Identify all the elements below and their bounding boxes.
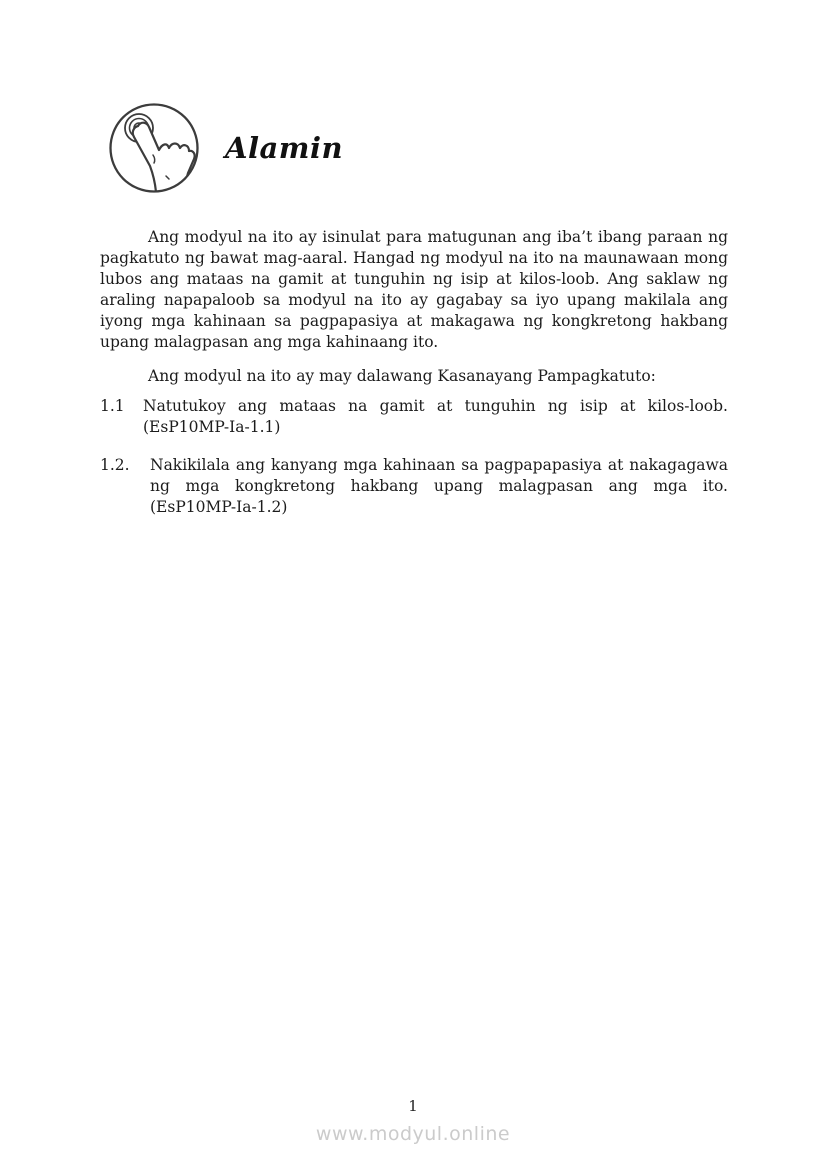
list-item-text: Nakikilala ang kanyang mga kahinaan sa pagpapapasiya at nakagagawa ng mga kongkretong hakbang upang malagpasan ang mga ito. (EsP10MP-Ia-1.2) (150, 456, 728, 516)
list-item-number: 1.2. (100, 456, 130, 474)
list-item (100, 396, 728, 438)
competency-list (100, 396, 728, 518)
section-title: Alamin (225, 131, 344, 165)
watermark: www.modyul.online (315, 1123, 511, 1145)
section-header (108, 102, 728, 194)
touch-hand-icon (108, 102, 200, 194)
page-content (100, 0, 728, 518)
list-item (100, 455, 728, 518)
competency-code: (EsP10MP-Ia-1.1) (143, 418, 281, 436)
page-number: 1 (408, 1097, 418, 1115)
intro-paragraph: Ang modyul na ito ay isinulat para matugunan ang iba’t ibang paraan ng pagkatuto ng bawat mag-aaral. Hangad ng modyul na ito na maunawaan mong lubos ang mataas na gamit at tunguhin ng isip at kilos-loob. Ang saklaw ng araling napapaloob sa modyul na ito ay gagabay sa iyo upang makilala ang iyong mga kahinaan sa pagpapasiya at makagawa ng kongkretong hakbang upang malagpasan ang mga kahinaang ito. (100, 228, 728, 351)
competencies-intro-paragraph: Ang modyul na ito ay may dalawang Kasanayang Pampagkatuto: (148, 367, 656, 385)
list-item-line: Natutukoy ang mataas na gamit at tunguhin ng isip at kilos-loob. (143, 397, 728, 415)
list-item-number: 1.1 (100, 397, 125, 415)
list-item-text (143, 396, 728, 438)
